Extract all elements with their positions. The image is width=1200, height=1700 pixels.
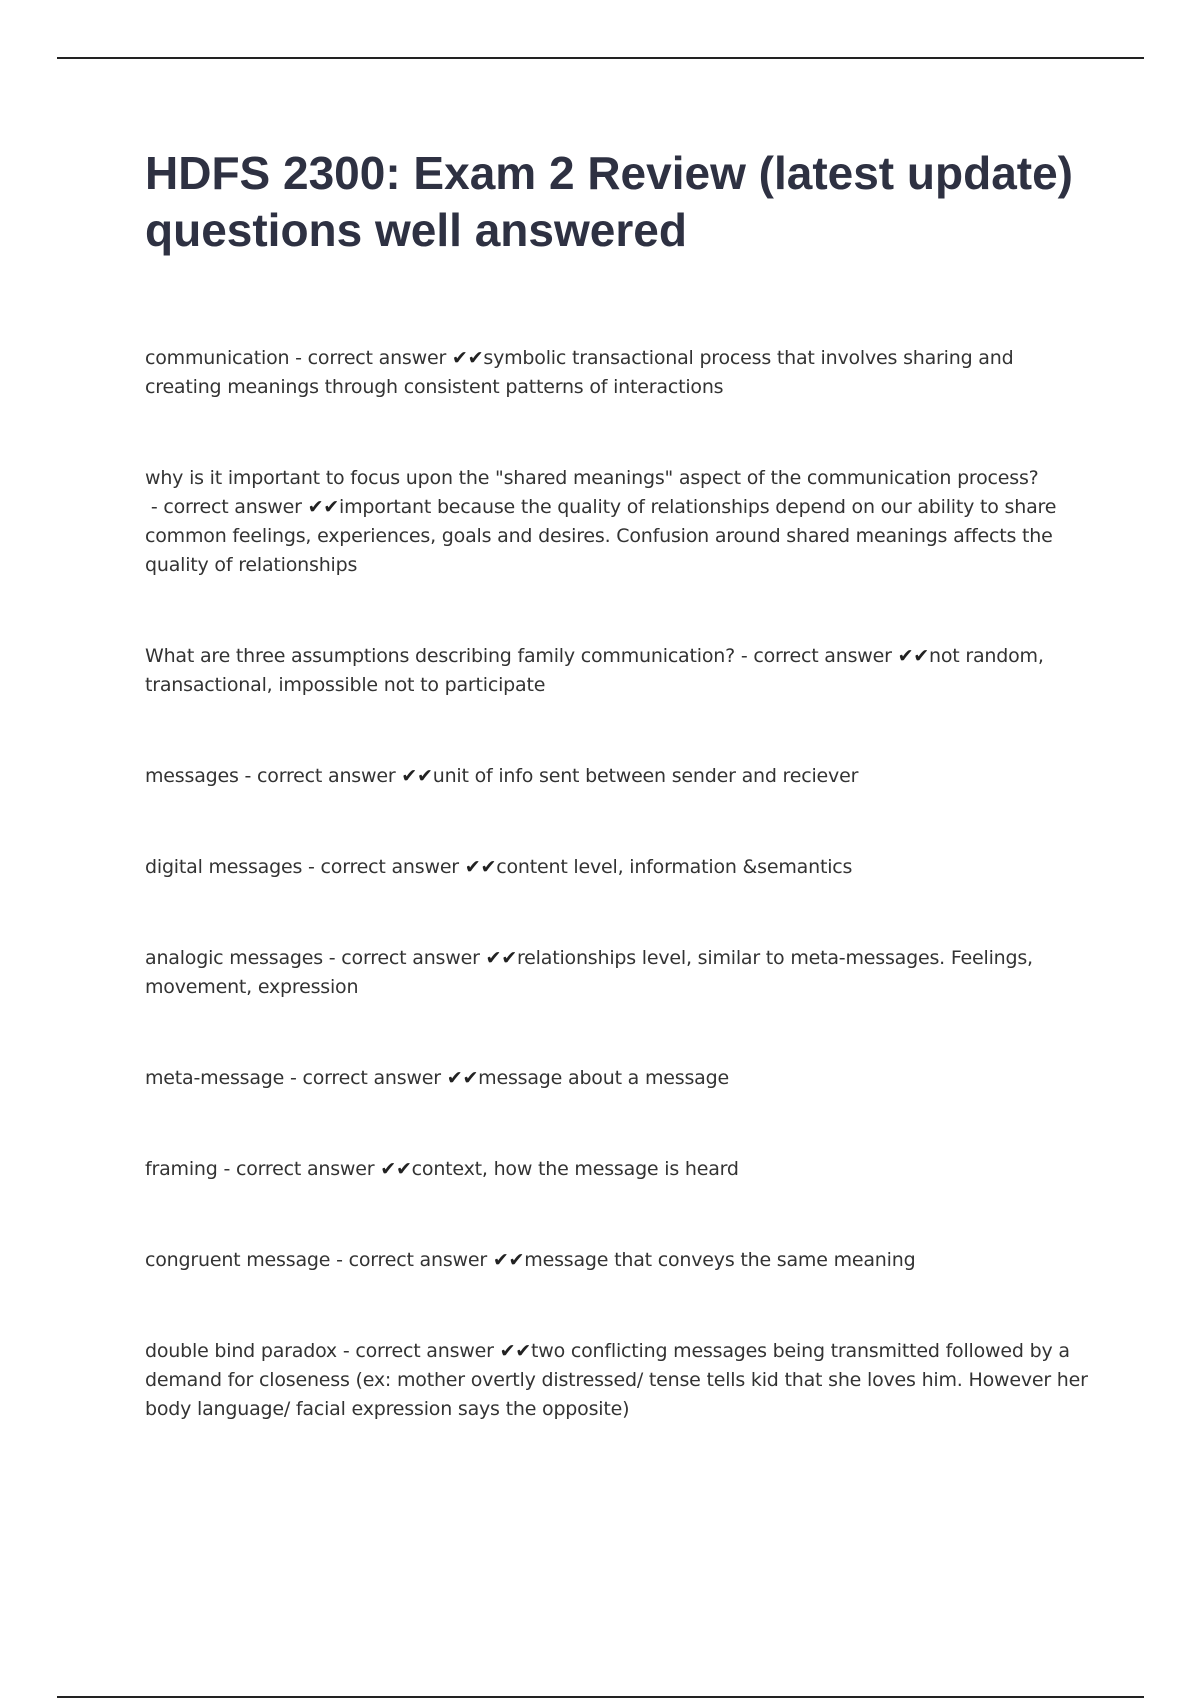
qa-answer-prefix: - correct answer xyxy=(217,1158,381,1180)
qa-answer: symbolic transactional process that involves sharing and creating meanings through consistent patterns of interactions xyxy=(145,347,1014,398)
qa-answer: relationships level, similar to meta-messages. Feelings, movement, expression xyxy=(145,947,1033,998)
check-mark-icon: ✔✔ xyxy=(446,1067,479,1089)
qa-answer: two conflicting messages being transmitted followed by a demand for closeness (ex: mother overtly distressed/ tense tells kid that she loves him. However her body language/ facial expression says the opposite) xyxy=(145,1340,1088,1420)
qa-answer: message about a message xyxy=(478,1067,729,1089)
qa-item xyxy=(145,1246,1095,1275)
qa-term: framing xyxy=(145,1158,218,1180)
qa-term: What are three assumptions describing family communication? xyxy=(145,645,735,667)
qa-answer-prefix: - correct answer xyxy=(284,1067,447,1089)
qa-answer-prefix: - correct answer xyxy=(238,765,402,787)
check-mark-icon: ✔✔ xyxy=(307,496,340,518)
qa-list xyxy=(145,344,1095,1486)
check-mark-icon: ✔✔ xyxy=(897,645,930,667)
qa-answer-prefix: - correct answer xyxy=(302,856,465,878)
qa-item xyxy=(145,344,1095,402)
check-mark-icon: ✔✔ xyxy=(499,1340,532,1362)
qa-item xyxy=(145,762,1095,791)
qa-answer: message that conveys the same meaning xyxy=(524,1249,916,1271)
qa-term: analogic messages xyxy=(145,947,323,969)
check-mark-icon: ✔✔ xyxy=(380,1158,412,1180)
qa-term: communication xyxy=(145,347,290,369)
qa-term: messages xyxy=(145,765,239,787)
qa-term: why is it important to focus upon the "shared meanings" aspect of the communication process? xyxy=(145,467,1039,489)
qa-item xyxy=(145,642,1095,700)
check-mark-icon: ✔✔ xyxy=(492,1249,525,1271)
qa-answer: context, how the message is heard xyxy=(411,1158,739,1180)
qa-answer: content level, information &semantics xyxy=(496,856,853,878)
document-title: HDFS 2300: Exam 2 Review (latest update) questions well answered xyxy=(145,147,1073,256)
qa-item xyxy=(145,1337,1095,1424)
qa-term: meta-message xyxy=(145,1067,285,1089)
qa-item xyxy=(145,464,1095,580)
bottom-rule xyxy=(57,1696,1144,1698)
qa-answer: not random, transactional, impossible not to participate xyxy=(145,645,1044,696)
top-rule xyxy=(57,57,1144,59)
check-mark-icon: ✔✔ xyxy=(485,947,517,969)
qa-answer: important because the quality of relationships depend on our ability to share common feelings, experiences, goals and desires. Confusion around shared meanings affects the quality of relationships xyxy=(145,496,1057,576)
qa-answer-prefix: - correct answer xyxy=(145,496,308,518)
qa-item xyxy=(145,1155,1095,1184)
qa-item xyxy=(145,853,1095,882)
qa-item xyxy=(145,1064,1095,1093)
qa-term: double bind paradox xyxy=(145,1340,337,1362)
check-mark-icon: ✔✔ xyxy=(451,347,484,369)
qa-term: digital messages xyxy=(145,856,303,878)
qa-answer-prefix: - correct answer xyxy=(289,347,452,369)
qa-term: congruent message xyxy=(145,1249,331,1271)
qa-answer-prefix: - correct answer xyxy=(330,1249,493,1271)
qa-answer-prefix: - correct answer xyxy=(734,645,898,667)
check-mark-icon: ✔✔ xyxy=(464,856,497,878)
qa-answer: unit of info sent between sender and reciever xyxy=(432,765,859,787)
qa-answer-prefix: - correct answer xyxy=(336,1340,500,1362)
qa-item xyxy=(145,944,1095,1002)
qa-answer-prefix: - correct answer xyxy=(322,947,486,969)
check-mark-icon: ✔✔ xyxy=(401,765,433,787)
